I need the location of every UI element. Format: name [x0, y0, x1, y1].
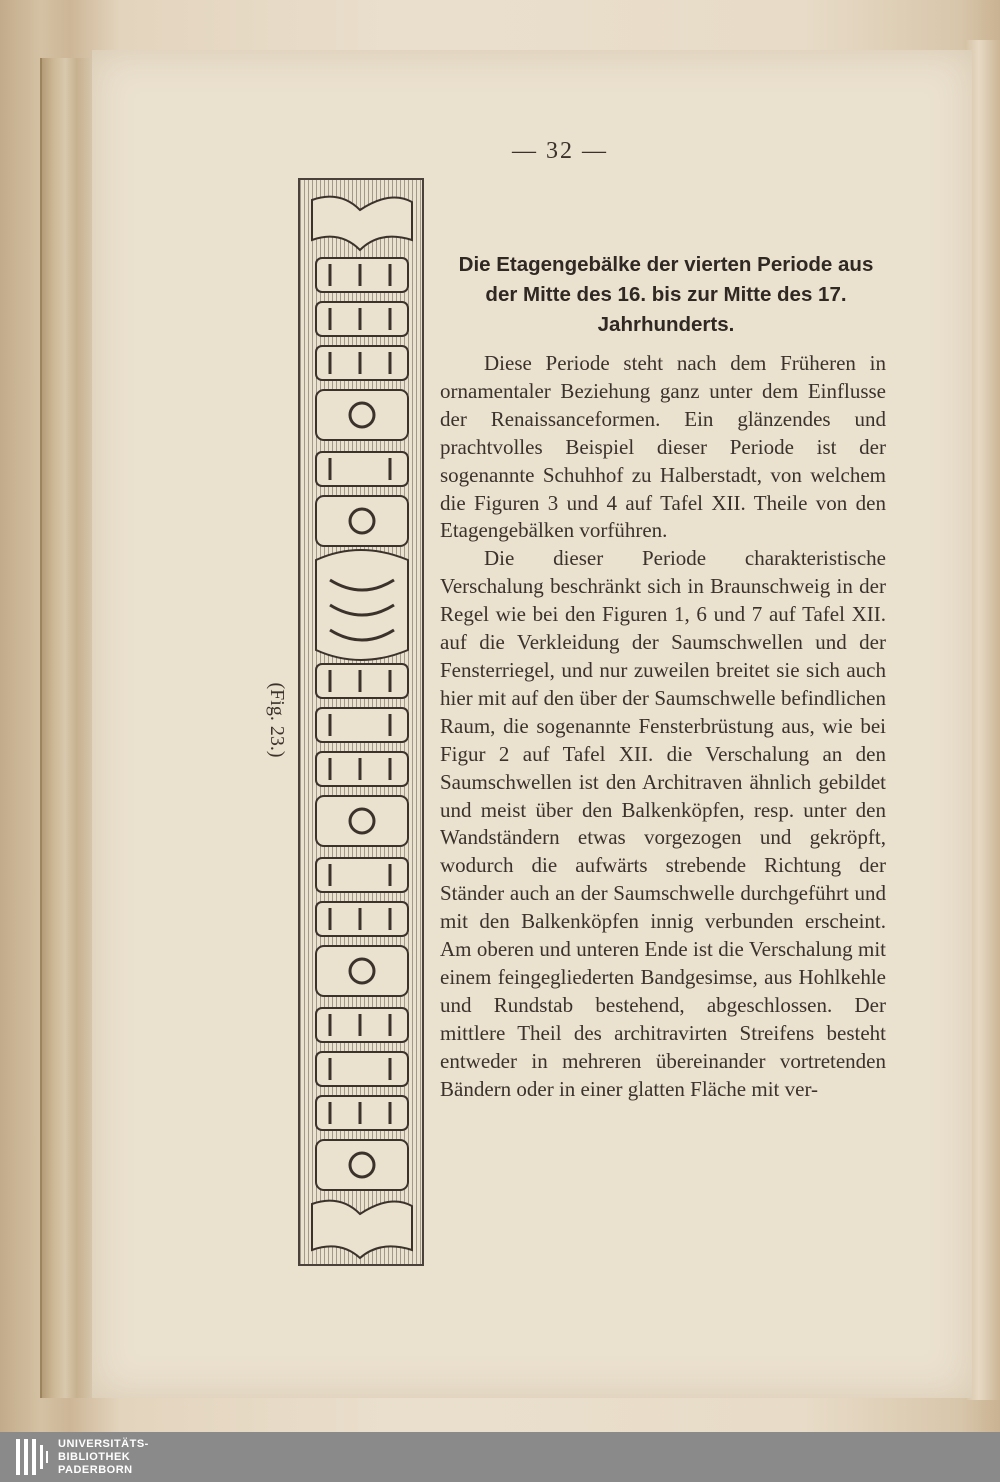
library-name-line: PADERBORN — [58, 1464, 133, 1476]
library-name — [58, 1438, 149, 1477]
book-page-edges — [40, 58, 100, 1398]
library-footer-bar — [0, 1432, 1000, 1482]
page-number: — 32 — — [512, 138, 608, 164]
paragraph: Die dieser Periode charakteristische Verschalung beschränkt sich in Braunschweig in der Regel wie bei den Figuren 1, 6 und 7 auf Tafel XII. auf die Verkleidung der Saumschwellen und der Fensterriegel, und nur zuweilen breitet sie sich auch hier mit auf den über der Saumschwelle befindlichen Raum, die sogenannte Fensterbrüstung aus, wie bei Figur 2 auf Tafel XII. die Verschalung an den Saumschwellen ist den Architraven ähnlich gebildet und meist über den Balkenköpfen, resp. unter den Wandständern etwas vorgezogen und gekröpft, wodurch die aufwärts strebende Richtung der Ständer auch an der Saumschwelle durchgeführt und mit den Balkenköpfen innig verbunden erscheint. Am oberen und unteren Ende ist die Verschalung mit einem feingegliederten Bandgesimse, aus Hohlkehle und Rundstab bestehend, abgeschlossen. Der mittlere Theil des architravirten Streifens besteht entweder in mehreren übereinander vortretenden Bändern oder in einer glatten Fläche mit ver- — [440, 546, 886, 1101]
library-name-line: BIBLIOTHEK — [58, 1451, 131, 1463]
ornamental-lettering-illustration — [300, 180, 422, 1264]
paragraph: Diese Periode steht nach dem Früheren in ornamentaler Beziehung ganz unter dem Einflusse der Renaissanceformen. Ein glänzendes und prachtvolles Beispiel dieser Periode ist der sogenannte Schuhhof zu Halberstadt, von welchem die Figuren 3 und 4 auf Tafel XII. Theile von den Etagengebälken vorführen. — [440, 351, 886, 543]
section-heading: Die Etagengebälke der vierten Periode aus der Mitte des 16. bis zur Mitte des 17. Jahrhunderts. — [458, 253, 874, 336]
library-logo-icon — [14, 1437, 54, 1477]
body-text — [440, 350, 886, 1103]
figure-caption: (Fig. 23.) — [266, 682, 288, 758]
library-name-line: UNIVERSITÄTS- — [58, 1438, 149, 1450]
ornamental-inscription-band — [298, 178, 424, 1266]
